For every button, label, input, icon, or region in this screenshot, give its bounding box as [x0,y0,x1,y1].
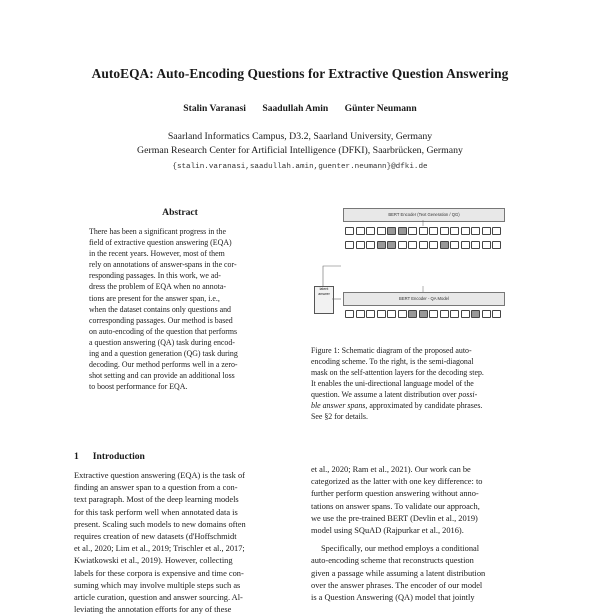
body-line: Specifically, our method employs a conditional [321,544,480,554]
caption-line: mask on the self-attention layers for the decoding step. [311,368,484,377]
body-line: labels for these corpora is expensive and time con- [74,568,244,578]
body-line: finding an answer span to a question from a con- [74,483,238,493]
abstract-line: rely on annotations of answer-spans in the cor- [89,260,237,270]
abstract-line: field of extractive question answering (EQA) [89,238,232,248]
author-name: Saadullah Amin [262,103,329,114]
caption-line: It enables the uni-directional language model of the [311,379,474,388]
caption-text: question. We assume a latent distribution over [311,390,457,399]
abstract-line: on auto-encoding of the question that performs [89,326,238,336]
body-line: categorized as the latter with one key difference: to [311,477,483,487]
body-line: et al., 2020; Ram et al., 2021). Our work can be [311,465,471,474]
section-heading [74,451,145,462]
caption-italic: possi- [458,390,478,399]
caption-line: encoding scheme. To the right, is the semi-diagonal [311,357,474,366]
body-line: article curation, question and answer sourcing. Al- [74,593,243,603]
connector-arrow [323,266,341,286]
abstract-line: tions are present for the answer span, i.e., [89,293,220,303]
body-line: given a passage while assuming a latent distribution [311,568,486,578]
body-line: requires creation of new datasets (d'Hoffschmidt [74,532,237,542]
author-name: Günter Neumann [344,103,417,114]
body-line: further perform question answering without anno- [311,489,479,499]
body-line: Kwiatkowski et al., 2019). However, collecting [74,556,233,566]
affiliation-line: Saarland Informatics Campus, D3.2, Saarland University, Germany [167,131,433,142]
body-line: we use the pre-trained BERT (Devlin et al., 2019) [311,513,478,523]
figure-caption [311,345,535,422]
abstract-line: dress the problem of EQA when no annota- [89,282,226,292]
paper-title: AutoEQA: Auto-Encoding Questions for Extractive Question Answering [91,66,509,81]
body-line: text paragraph. Most of the deep learning models [74,495,239,505]
abstract-line: shot setting and can provide an additional loss [89,371,235,381]
body-line: suming which may involve multiple steps such as [74,580,241,590]
body-line: et al., 2020; Lim et al., 2019; Trischler et al., 2017; [74,544,245,554]
body-line: model using SQuAD (Rajpurkar et al., 2016). [311,526,464,536]
abstract-line: in the recent years. However, most of them [89,249,225,259]
intro-right-column [311,464,535,604]
body-line: present. Scaling such models to new domains often [74,519,246,529]
abstract-line: when the dataset contains only questions and [89,304,232,314]
abstract-line: to boost performance for EQA. [89,382,188,392]
figure-1-diagram [311,206,536,332]
body-line: for this task perform well when annotated data is [74,507,238,517]
caption-italic: ble answer spans [311,401,366,410]
body-line: tations on answer spans. To validate our approach, [311,501,480,511]
affiliation-line: German Research Center for Artificial Intelligence (DFKI), Saarbrücken, Germany [137,145,463,156]
section-number: 1 [74,451,79,462]
caption-text: approximated by candidate phrases. [369,401,483,410]
abstract-line: a question answering (QA) task during encod- [89,337,235,347]
body-line: leviating the annotation efforts for any of these [74,605,232,615]
body-line: auto-encoding scheme that reconstructs question [311,556,474,566]
decoder-block: BERT Encoder (Text Generation / QG) [343,208,505,222]
caption-line: ble answer spans, approximated by candidate phrases. [311,401,483,410]
abstract-line: ing and a question generation (QG) task during [89,349,238,359]
caption-line: Figure 1: Schematic diagram of the proposed auto- [311,346,472,355]
abstract-line: corresponding passages. Our method is based [89,315,233,325]
abstract-line: There has been a significant progress in the [89,227,226,236]
encoder-block: BERT Encoder - QA Model [343,292,505,306]
author-email: {stalin.varanasi,saadullah.amin,guenter.neumann}@dfki.de [172,163,428,171]
body-line: Extractive question answering (EQA) is the task of [74,471,245,480]
author-name: Stalin Varanasi [183,103,246,114]
body-line: over the answer phrases. The encoder of our model [311,580,483,590]
latent-answer-label: latent answer [318,287,330,296]
section-title: Introduction [92,451,145,462]
caption-line: See §2 for details. [311,412,368,421]
intro-left-column [74,470,298,616]
figure-connectors [311,206,536,332]
abstract-heading: Abstract [162,207,198,218]
abstract-body [89,226,277,392]
author-list [0,103,600,114]
caption-line [311,389,535,400]
body-line: is a Question Answering (QA) model that jointly [311,593,475,603]
abstract-line: decoding. Our method performs well in a zero- [89,360,238,370]
abstract-line: responding passages. In this work, we ad- [89,271,221,281]
